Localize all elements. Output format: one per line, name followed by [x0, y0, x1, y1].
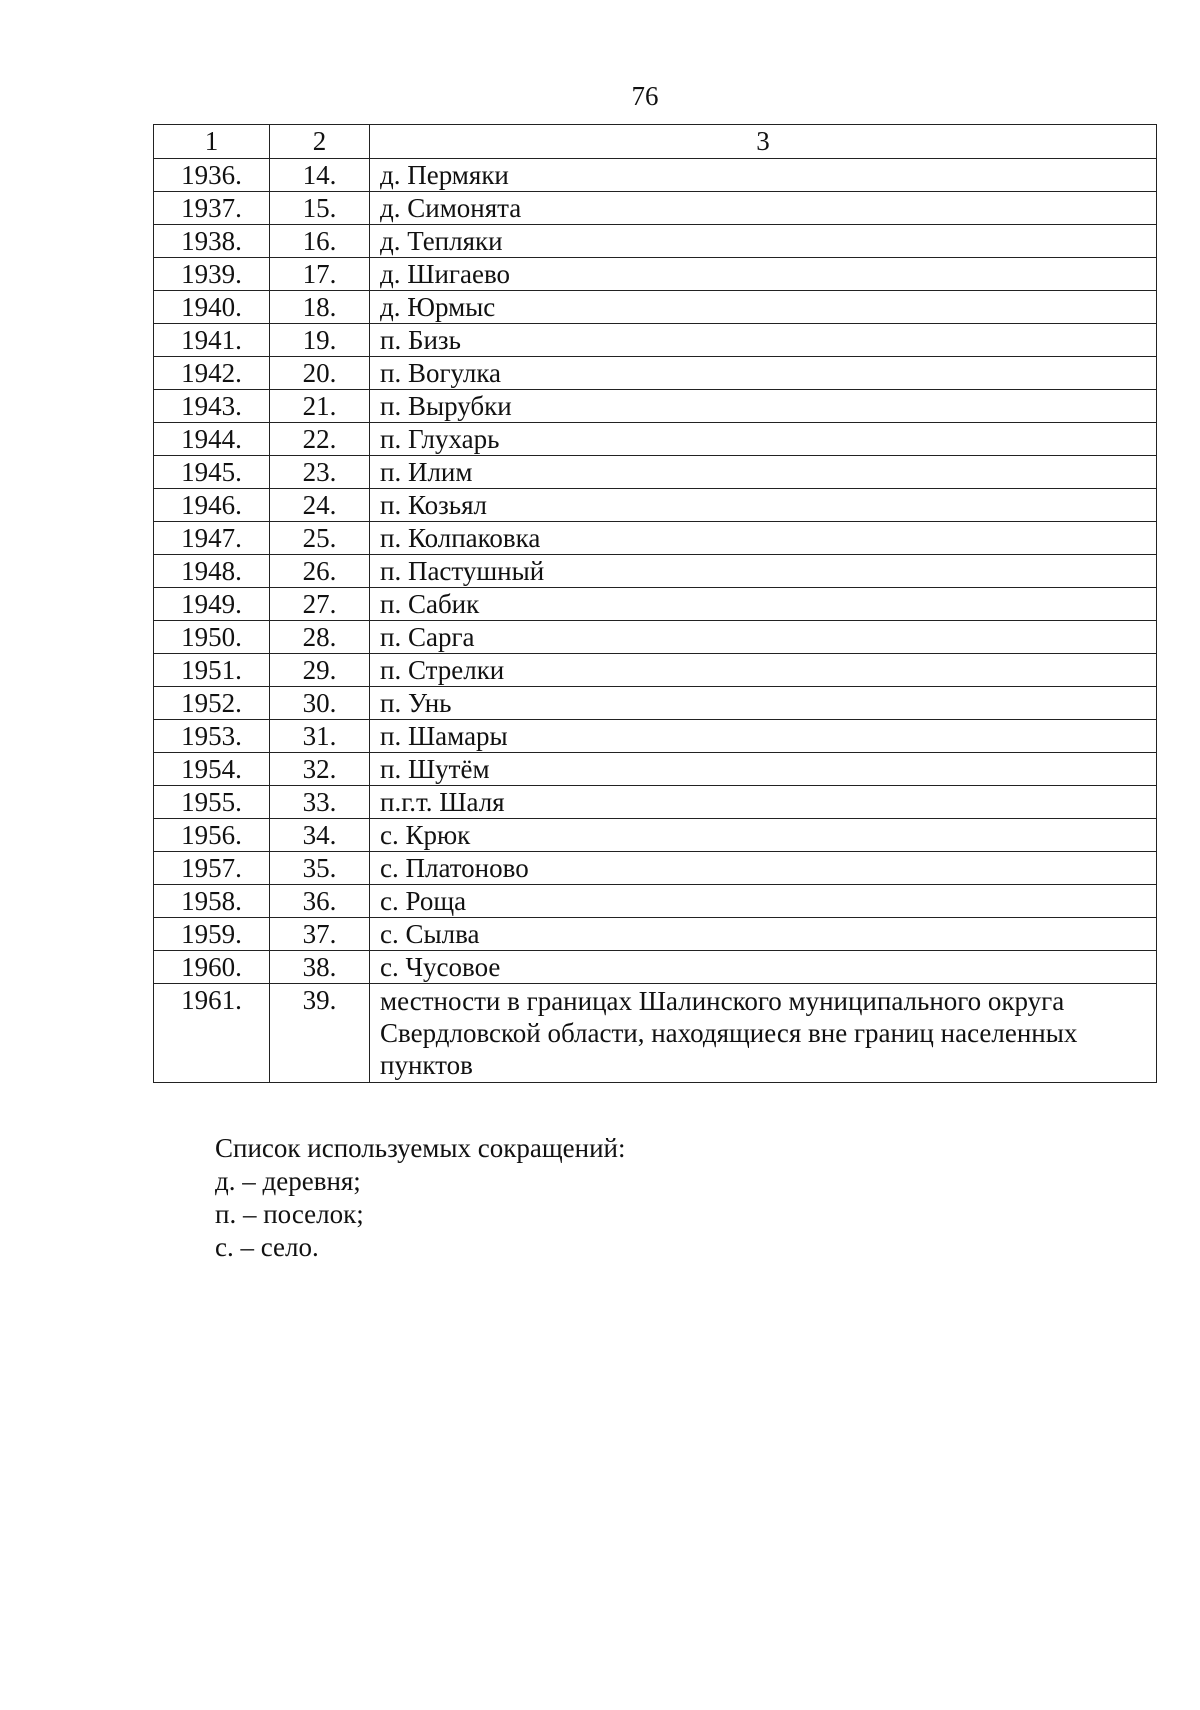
row-number-cell: 1952.	[154, 687, 270, 720]
row-number-cell: 1950.	[154, 621, 270, 654]
item-number-cell: 37.	[270, 918, 370, 951]
item-number-cell: 27.	[270, 588, 370, 621]
table-row	[154, 654, 1157, 687]
settlement-cell: д. Шигаево	[370, 258, 1157, 291]
table-row	[154, 258, 1157, 291]
row-number-cell: 1954.	[154, 753, 270, 786]
settlements-table	[153, 124, 1157, 1083]
row-number-cell: 1937.	[154, 192, 270, 225]
item-number-cell: 32.	[270, 753, 370, 786]
table-row	[154, 951, 1157, 984]
item-number-cell: 33.	[270, 786, 370, 819]
settlement-cell: п. Стрелки	[370, 654, 1157, 687]
settlement-cell: п. Унь	[370, 687, 1157, 720]
row-number-cell: 1944.	[154, 423, 270, 456]
table-row	[154, 555, 1157, 588]
item-number-cell: 34.	[270, 819, 370, 852]
item-number-cell: 36.	[270, 885, 370, 918]
item-number-cell: 35.	[270, 852, 370, 885]
abbreviation-item: с. – село.	[215, 1232, 319, 1262]
settlement-cell: д. Симонята	[370, 192, 1157, 225]
table-row	[154, 357, 1157, 390]
table-row	[154, 588, 1157, 621]
settlement-cell: местности в границах Шалинского муниципального округа Свердловской области, находящиеся вне границ населенных пунктов	[370, 984, 1157, 1083]
settlement-cell: п. Шутём	[370, 753, 1157, 786]
table-row	[154, 159, 1157, 192]
settlement-cell: д. Пермяки	[370, 159, 1157, 192]
row-number-cell: 1948.	[154, 555, 270, 588]
row-number-cell: 1938.	[154, 225, 270, 258]
item-number-cell: 20.	[270, 357, 370, 390]
table-row	[154, 885, 1157, 918]
row-number-cell: 1941.	[154, 324, 270, 357]
table-header-row	[154, 125, 1157, 159]
table-row	[154, 852, 1157, 885]
settlement-cell: п. Илим	[370, 456, 1157, 489]
table-row	[154, 621, 1157, 654]
row-number-cell: 1957.	[154, 852, 270, 885]
table-row	[154, 324, 1157, 357]
settlement-cell: п. Вырубки	[370, 390, 1157, 423]
row-number-cell: 1960.	[154, 951, 270, 984]
table-row	[154, 456, 1157, 489]
item-number-cell: 14.	[270, 159, 370, 192]
settlement-cell: с. Роща	[370, 885, 1157, 918]
row-number-cell: 1946.	[154, 489, 270, 522]
settlement-cell: п. Пастушный	[370, 555, 1157, 588]
item-number-cell: 22.	[270, 423, 370, 456]
item-number-cell: 18.	[270, 291, 370, 324]
row-number-cell: 1955.	[154, 786, 270, 819]
item-number-cell: 23.	[270, 456, 370, 489]
row-number-cell: 1953.	[154, 720, 270, 753]
abbreviation-item: п. – поселок;	[215, 1199, 364, 1229]
settlement-cell: п. Бизь	[370, 324, 1157, 357]
table-row	[154, 192, 1157, 225]
item-number-cell: 38.	[270, 951, 370, 984]
row-number-cell: 1961.	[154, 984, 270, 1083]
row-number-cell: 1947.	[154, 522, 270, 555]
table-row	[154, 786, 1157, 819]
table-row	[154, 489, 1157, 522]
item-number-cell: 19.	[270, 324, 370, 357]
table-body	[154, 125, 1157, 1083]
settlement-cell: п. Глухарь	[370, 423, 1157, 456]
settlement-cell: п. Шамары	[370, 720, 1157, 753]
item-number-cell: 24.	[270, 489, 370, 522]
item-number-cell: 15.	[270, 192, 370, 225]
row-number-cell: 1958.	[154, 885, 270, 918]
item-number-cell: 17.	[270, 258, 370, 291]
settlement-cell: п. Сарга	[370, 621, 1157, 654]
row-number-cell: 1945.	[154, 456, 270, 489]
page-number: 76	[631, 81, 659, 111]
item-number-cell: 26.	[270, 555, 370, 588]
table-row	[154, 753, 1157, 786]
settlement-cell: д. Тепляки	[370, 225, 1157, 258]
header-cell-1: 1	[154, 125, 270, 159]
settlement-cell: п. Козьял	[370, 489, 1157, 522]
abbreviations-list	[215, 1132, 625, 1264]
row-number-cell: 1956.	[154, 819, 270, 852]
settlement-cell: п. Сабик	[370, 588, 1157, 621]
item-number-cell: 25.	[270, 522, 370, 555]
table-row	[154, 423, 1157, 456]
table-row	[154, 687, 1157, 720]
row-number-cell: 1949.	[154, 588, 270, 621]
row-number-cell: 1939.	[154, 258, 270, 291]
settlement-cell: с. Чусовое	[370, 951, 1157, 984]
row-number-cell: 1936.	[154, 159, 270, 192]
table-row	[154, 720, 1157, 753]
settlement-cell: с. Сылва	[370, 918, 1157, 951]
table-row	[154, 225, 1157, 258]
table-row	[154, 291, 1157, 324]
abbreviation-item: д. – деревня;	[215, 1166, 361, 1196]
item-number-cell: 30.	[270, 687, 370, 720]
settlement-cell: с. Крюк	[370, 819, 1157, 852]
table-row	[154, 522, 1157, 555]
table-row	[154, 984, 1157, 1083]
item-number-cell: 39.	[270, 984, 370, 1083]
settlement-cell: п.г.т. Шаля	[370, 786, 1157, 819]
row-number-cell: 1959.	[154, 918, 270, 951]
settlement-cell: п. Вогулка	[370, 357, 1157, 390]
table-row	[154, 390, 1157, 423]
item-number-cell: 31.	[270, 720, 370, 753]
settlement-cell: с. Платоново	[370, 852, 1157, 885]
item-number-cell: 28.	[270, 621, 370, 654]
header-cell-2: 2	[270, 125, 370, 159]
table-row	[154, 918, 1157, 951]
settlement-cell: д. Юрмыс	[370, 291, 1157, 324]
abbreviations-title: Список используемых сокращений:	[215, 1133, 626, 1163]
row-number-cell: 1943.	[154, 390, 270, 423]
item-number-cell: 29.	[270, 654, 370, 687]
row-number-cell: 1942.	[154, 357, 270, 390]
item-number-cell: 21.	[270, 390, 370, 423]
row-number-cell: 1951.	[154, 654, 270, 687]
table-row	[154, 819, 1157, 852]
item-number-cell: 16.	[270, 225, 370, 258]
row-number-cell: 1940.	[154, 291, 270, 324]
settlement-cell: п. Колпаковка	[370, 522, 1157, 555]
header-cell-3: 3	[370, 125, 1157, 159]
